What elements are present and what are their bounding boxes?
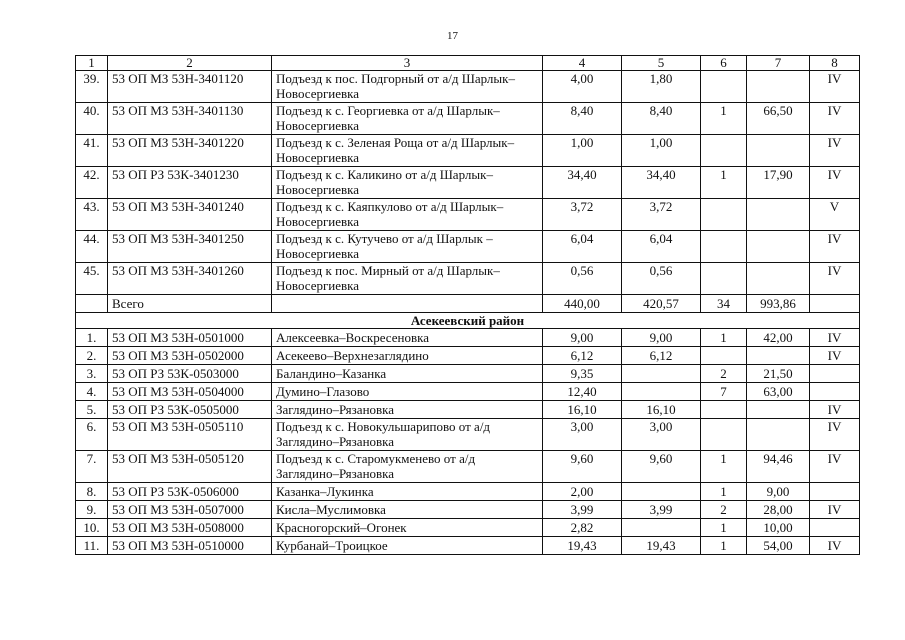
table-cell: 53 ОП РЗ 53К-0503000 (108, 365, 272, 383)
table-cell: 8. (76, 483, 108, 501)
table-cell: IV (810, 71, 860, 103)
table-cell: 2,82 (543, 519, 622, 537)
table-cell (810, 383, 860, 401)
table-cell (747, 263, 810, 295)
table-cell: 53 ОП МЗ 53Н-3401120 (108, 71, 272, 103)
table-row (76, 483, 860, 501)
table-cell: Всего (108, 295, 272, 313)
table-cell: 10,00 (747, 519, 810, 537)
table-cell: 53 ОП МЗ 53Н-0501000 (108, 329, 272, 347)
table-cell: 420,57 (622, 295, 701, 313)
table-cell: 53 ОП МЗ 53Н-3401130 (108, 103, 272, 135)
table-cell: 8,40 (543, 103, 622, 135)
table-cell (76, 295, 108, 313)
table-cell: 45. (76, 263, 108, 295)
table-row (76, 231, 860, 263)
table-cell (701, 71, 747, 103)
table-cell: 19,43 (543, 537, 622, 555)
table-cell: Подъезд к с. Зеленая Роща от а/д Шарлык–Новосергиевка (272, 135, 543, 167)
table-cell: 53 ОП РЗ 53К-3401230 (108, 167, 272, 199)
table-cell: Подъезд к с. Кутучево от а/д Шарлык – Новосергиевка (272, 231, 543, 263)
table-cell (747, 401, 810, 419)
table-cell: IV (810, 537, 860, 555)
section-title: Асекеевский район (76, 313, 860, 329)
table-cell: 34,40 (622, 167, 701, 199)
table-cell: 2,00 (543, 483, 622, 501)
table-cell: Подъезд к с. Каликино от а/д Шарлык–Новосергиевка (272, 167, 543, 199)
table-cell: Баландино–Казанка (272, 365, 543, 383)
table-cell: 6,12 (543, 347, 622, 365)
table-cell (747, 231, 810, 263)
table-row (76, 519, 860, 537)
table-cell: 5. (76, 401, 108, 419)
table-row (76, 451, 860, 483)
table-cell (701, 347, 747, 365)
table-cell: 10. (76, 519, 108, 537)
table-cell: 53 ОП РЗ 53К-0506000 (108, 483, 272, 501)
table-cell (747, 71, 810, 103)
table-cell: 440,00 (543, 295, 622, 313)
table-cell: IV (810, 501, 860, 519)
table-row (76, 383, 860, 401)
table-cell (622, 483, 701, 501)
table-cell: Алексеевка–Воскресеновка (272, 329, 543, 347)
table-cell: 8,40 (622, 103, 701, 135)
table-cell: 2 (701, 501, 747, 519)
table-cell: Подъезд к с. Старомукменево от а/д Заглядино–Рязановка (272, 451, 543, 483)
table-row (76, 537, 860, 555)
table-cell: 6,12 (622, 347, 701, 365)
table-cell (622, 365, 701, 383)
table-cell: IV (810, 167, 860, 199)
table-row (76, 347, 860, 365)
table-cell: 9,00 (543, 329, 622, 347)
table-cell: 4. (76, 383, 108, 401)
table-cell: Асекеево–Верхнезаглядино (272, 347, 543, 365)
table-cell: 2 (701, 365, 747, 383)
table-cell (747, 135, 810, 167)
table-cell (747, 199, 810, 231)
table-row (76, 103, 860, 135)
table-cell: 54,00 (747, 537, 810, 555)
table-cell: 53 ОП МЗ 53Н-0505110 (108, 419, 272, 451)
table-cell: 7 (701, 383, 747, 401)
table-cell: IV (810, 263, 860, 295)
table-cell (622, 519, 701, 537)
table-cell (747, 419, 810, 451)
table-cell: 3. (76, 365, 108, 383)
table-cell: 9,00 (747, 483, 810, 501)
table-cell: 11. (76, 537, 108, 555)
table-cell: 53 ОП МЗ 53Н-3401250 (108, 231, 272, 263)
table-cell: 3,72 (622, 199, 701, 231)
table-cell: 2. (76, 347, 108, 365)
table-cell: Подъезд к пос. Подгорный от а/д Шарлык–Новосергиевка (272, 71, 543, 103)
table-cell: 39. (76, 71, 108, 103)
table-cell: 1 (701, 103, 747, 135)
table-cell (701, 263, 747, 295)
header-cell: 2 (108, 56, 272, 71)
table-cell: 1,00 (622, 135, 701, 167)
table-cell: IV (810, 231, 860, 263)
table-row (76, 329, 860, 347)
table-cell: 9,60 (622, 451, 701, 483)
table-cell: Казанка–Лукинка (272, 483, 543, 501)
table-cell: 0,56 (543, 263, 622, 295)
table-cell: 1 (701, 451, 747, 483)
table-cell (701, 231, 747, 263)
table-body (76, 56, 860, 555)
table-cell (810, 365, 860, 383)
table-cell: 42,00 (747, 329, 810, 347)
table-cell: 9,60 (543, 451, 622, 483)
table-cell: 9. (76, 501, 108, 519)
roads-table (75, 55, 860, 555)
table-cell: 1 (701, 519, 747, 537)
table-cell: 16,10 (622, 401, 701, 419)
table-cell: 3,99 (622, 501, 701, 519)
table-cell: 6,04 (622, 231, 701, 263)
table-cell: 3,00 (543, 419, 622, 451)
table-cell: 1,80 (622, 71, 701, 103)
header-cell: 5 (622, 56, 701, 71)
table-cell (701, 419, 747, 451)
table-cell (810, 483, 860, 501)
header-cell: 4 (543, 56, 622, 71)
page-number: 17 (447, 30, 458, 42)
table-cell: 6. (76, 419, 108, 451)
table-cell: 43. (76, 199, 108, 231)
table-cell: 7. (76, 451, 108, 483)
table-row (76, 135, 860, 167)
table-row (76, 501, 860, 519)
table-cell: 40. (76, 103, 108, 135)
table-cell: 53 ОП МЗ 53Н-0504000 (108, 383, 272, 401)
table-row (76, 401, 860, 419)
table-cell: 63,00 (747, 383, 810, 401)
table-cell: 9,00 (622, 329, 701, 347)
table-cell: 53 ОП МЗ 53Н-0505120 (108, 451, 272, 483)
table-cell: IV (810, 347, 860, 365)
table-cell: 53 ОП МЗ 53Н-0507000 (108, 501, 272, 519)
table-cell: IV (810, 103, 860, 135)
table-cell (701, 401, 747, 419)
table-cell: 1 (701, 537, 747, 555)
table-cell: 1 (701, 483, 747, 501)
table-cell: Подъезд к пос. Мирный от а/д Шарлык–Новосергиевка (272, 263, 543, 295)
table-cell: 4,00 (543, 71, 622, 103)
table-cell: 53 ОП РЗ 53К-0505000 (108, 401, 272, 419)
table-cell: 34,40 (543, 167, 622, 199)
table-cell: 44. (76, 231, 108, 263)
table-cell: 42. (76, 167, 108, 199)
table-cell (747, 347, 810, 365)
table-cell: 21,50 (747, 365, 810, 383)
table-row (76, 263, 860, 295)
table-cell: IV (810, 451, 860, 483)
table-cell: Подъезд к с. Новокульшарипово от а/д Заглядино–Рязановка (272, 419, 543, 451)
table-cell: Красногорский–Огонек (272, 519, 543, 537)
table-cell: 19,43 (622, 537, 701, 555)
table-cell: 1,00 (543, 135, 622, 167)
table-cell: 53 ОП МЗ 53Н-0510000 (108, 537, 272, 555)
table-cell: V (810, 199, 860, 231)
table-cell (810, 519, 860, 537)
table-cell: 41. (76, 135, 108, 167)
table-cell: 94,46 (747, 451, 810, 483)
table-cell: 1 (701, 167, 747, 199)
table-row (76, 71, 860, 103)
table-cell: Подъезд к с. Каяпкулово от а/д Шарлык–Новосергиевка (272, 199, 543, 231)
table-cell: 17,90 (747, 167, 810, 199)
table-cell: 993,86 (747, 295, 810, 313)
table-cell: 28,00 (747, 501, 810, 519)
table-cell: 3,99 (543, 501, 622, 519)
table-cell: 53 ОП МЗ 53Н-3401240 (108, 199, 272, 231)
table-cell: 1. (76, 329, 108, 347)
table-cell: 12,40 (543, 383, 622, 401)
table-cell: 1 (701, 329, 747, 347)
total-row (76, 295, 860, 313)
table-cell: IV (810, 329, 860, 347)
table-cell: 6,04 (543, 231, 622, 263)
table-cell: IV (810, 135, 860, 167)
table-cell: 53 ОП МЗ 53Н-0502000 (108, 347, 272, 365)
table-cell: 3,72 (543, 199, 622, 231)
table-cell: Заглядино–Рязановка (272, 401, 543, 419)
table-cell (622, 383, 701, 401)
table-cell: IV (810, 419, 860, 451)
header-cell: 6 (701, 56, 747, 71)
table-cell: 0,56 (622, 263, 701, 295)
table-row (76, 365, 860, 383)
table-cell: 3,00 (622, 419, 701, 451)
table-cell: 16,10 (543, 401, 622, 419)
table-cell: 34 (701, 295, 747, 313)
table-cell: Курбанай–Троицкое (272, 537, 543, 555)
table-cell: Думино–Глазово (272, 383, 543, 401)
table-cell: Подъезд к с. Георгиевка от а/д Шарлык–Новосергиевка (272, 103, 543, 135)
table-cell (272, 295, 543, 313)
table-cell: 53 ОП МЗ 53Н-3401220 (108, 135, 272, 167)
table-cell (810, 295, 860, 313)
table-row (76, 167, 860, 199)
table-cell: 9,35 (543, 365, 622, 383)
header-cell: 1 (76, 56, 108, 71)
table-cell: 53 ОП МЗ 53Н-0508000 (108, 519, 272, 537)
header-cell: 8 (810, 56, 860, 71)
section-row (76, 313, 860, 329)
header-row (76, 56, 860, 71)
table-cell: 53 ОП МЗ 53Н-3401260 (108, 263, 272, 295)
table-cell: 66,50 (747, 103, 810, 135)
table-cell (701, 135, 747, 167)
table-cell: IV (810, 401, 860, 419)
header-cell: 7 (747, 56, 810, 71)
table-cell: Кисла–Муслимовка (272, 501, 543, 519)
table-cell (701, 199, 747, 231)
table-row (76, 199, 860, 231)
table-row (76, 419, 860, 451)
header-cell: 3 (272, 56, 543, 71)
